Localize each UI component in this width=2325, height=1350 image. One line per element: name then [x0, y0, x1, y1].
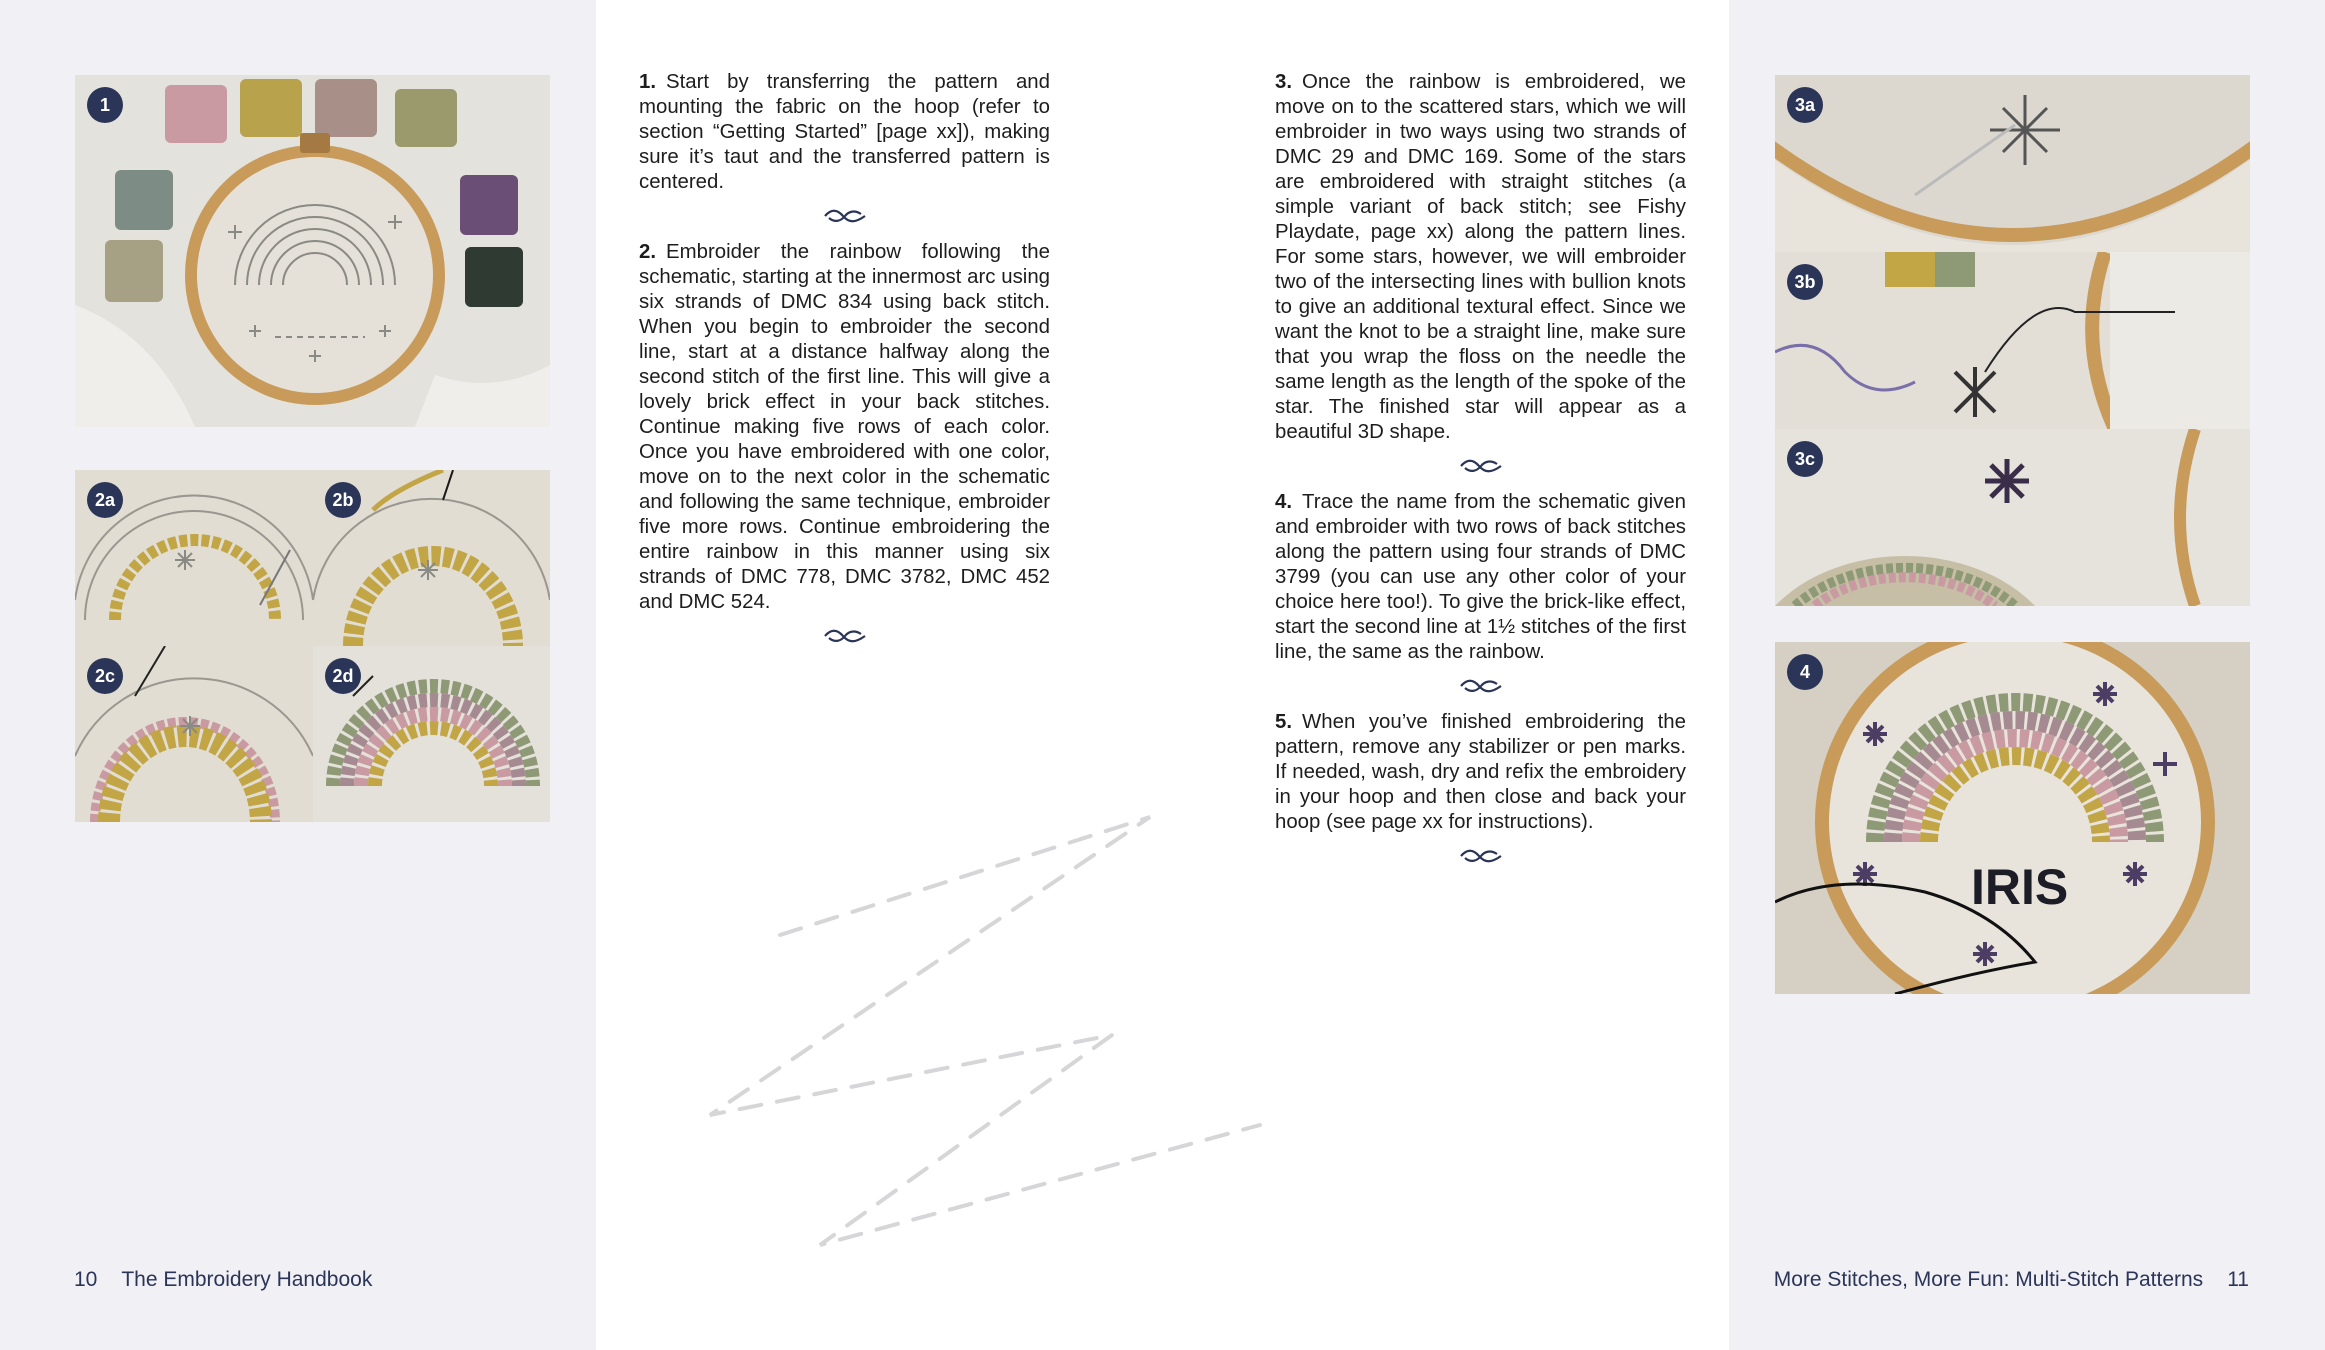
step-3	[1275, 70, 1686, 445]
photo-label-badge: 4	[1787, 654, 1823, 690]
photo-label-badge: 2a	[87, 482, 123, 518]
page-number: 11	[2227, 1268, 2249, 1291]
swirl-ornament-icon	[1459, 845, 1503, 867]
photo-label-badge: 2d	[325, 658, 361, 694]
swirl-ornament-icon	[1459, 675, 1503, 697]
step-1	[639, 70, 1050, 195]
chapter-title: More Stitches, More Fun: Multi-Stitch Patterns	[1773, 1268, 2204, 1291]
iris-name-lettering: IRIS	[1971, 859, 2069, 915]
photo-step-3a	[1775, 75, 2250, 252]
right-text-column	[1275, 70, 1686, 880]
star-straight-stitch-illustration	[1775, 75, 2250, 252]
ornament-divider	[1275, 455, 1686, 477]
photo-step-4	[1775, 642, 2250, 994]
finished-hoop-illustration	[1775, 642, 2250, 994]
photo-label-badge: 3c	[1787, 441, 1823, 477]
photo-step-3b	[1775, 252, 2250, 429]
photo-label-badge: 1	[87, 87, 123, 123]
step-number: 1.	[639, 71, 657, 93]
dashed-stitch-line-decoration	[700, 800, 1280, 1260]
finished-star-illustration	[1775, 429, 2250, 606]
left-page-footer	[74, 1268, 372, 1292]
swirl-ornament-icon	[1459, 455, 1503, 477]
photo-step-3c	[1775, 429, 2250, 606]
step-number: 2.	[639, 241, 657, 263]
left-text-column	[639, 70, 1050, 660]
step-2	[639, 240, 1050, 615]
step-text: Start by transferring the pattern and mounting the fabric on the hoop (refer to section “Getting Started” [page xx]), making sure it’s taut and the transferred pattern is centered.	[639, 71, 1050, 193]
step-5	[1275, 710, 1686, 835]
photo-label-badge: 3b	[1787, 264, 1823, 300]
step-text: Trace the name from the schematic given and embroider with two rows of back stitches along the pattern using four strands of DMC 3799 (you can use any other color of your choice here too!). To give the brick-like effect, start the second line at 1½ stitches of the first line, the same as the rainbow.	[1275, 491, 1686, 663]
photo-step-2d	[313, 646, 550, 822]
swirl-ornament-icon	[823, 205, 867, 227]
swirl-ornament-icon	[823, 625, 867, 647]
step-number: 4.	[1275, 491, 1293, 513]
step-text: Once the rainbow is embroidered, we move on to the scattered stars, which we will embroider in two ways using two strands of DMC 29 and DMC 169. Some of the stars are embroidered with straight stitches (a simple variant of back stitch; see Fishy Playdate, page xx) along the pattern lines. For some stars, however, we will embroider two of the intersecting lines with bullion knots to give an additional textural effect. Since we want the knot to be a straight line, make sure that you wrap the floss on the needle the same length as the length of the spoke of the star. The finished star will appear as a beautiful 3D shape.	[1275, 71, 1686, 443]
step-text: When you’ve finished embroidering the pattern, remove any stabilizer or pen marks. If needed, wash, dry and refix the embroidery in your hoop and then close and back your hoop (see page xx for instructions).	[1275, 711, 1686, 833]
step-number: 5.	[1275, 711, 1293, 733]
ornament-divider	[1275, 845, 1686, 867]
step-number: 3.	[1275, 71, 1293, 93]
photo-step-2c	[75, 646, 313, 822]
ornament-divider	[639, 205, 1050, 227]
page-number: 10	[74, 1268, 98, 1291]
ornament-divider	[639, 625, 1050, 647]
book-title: The Embroidery Handbook	[121, 1268, 373, 1291]
step-4	[1275, 490, 1686, 665]
step-text: Embroider the rainbow following the schematic, starting at the innermost arc using six strands of DMC 834 using back stitch. When you begin to embroider the second line, start at a distance halfway along the second stitch of the first line. This will give a lovely brick effect in your back stitches. Continue making five rows of each color. Once you have embroidered with one color, move on to the next color in the schematic and following the same technique, embroider five more rows. Continue embroidering the entire rainbow in this manner using six strands of DMC 778, DMC 3782, DMC 452 and DMC 524.	[639, 241, 1050, 613]
ornament-divider	[1275, 675, 1686, 697]
photo-step-1	[75, 75, 550, 427]
photo-label-badge: 2c	[87, 658, 123, 694]
star-bullion-knot-illustration	[1775, 252, 2250, 429]
floss-and-hoop-illustration	[75, 75, 550, 427]
photo-label-badge: 3a	[1787, 87, 1823, 123]
photo-step-2b	[313, 470, 550, 646]
photo-label-badge: 2b	[325, 482, 361, 518]
photo-step-2a	[75, 470, 313, 646]
right-page-footer	[1774, 1268, 2249, 1292]
